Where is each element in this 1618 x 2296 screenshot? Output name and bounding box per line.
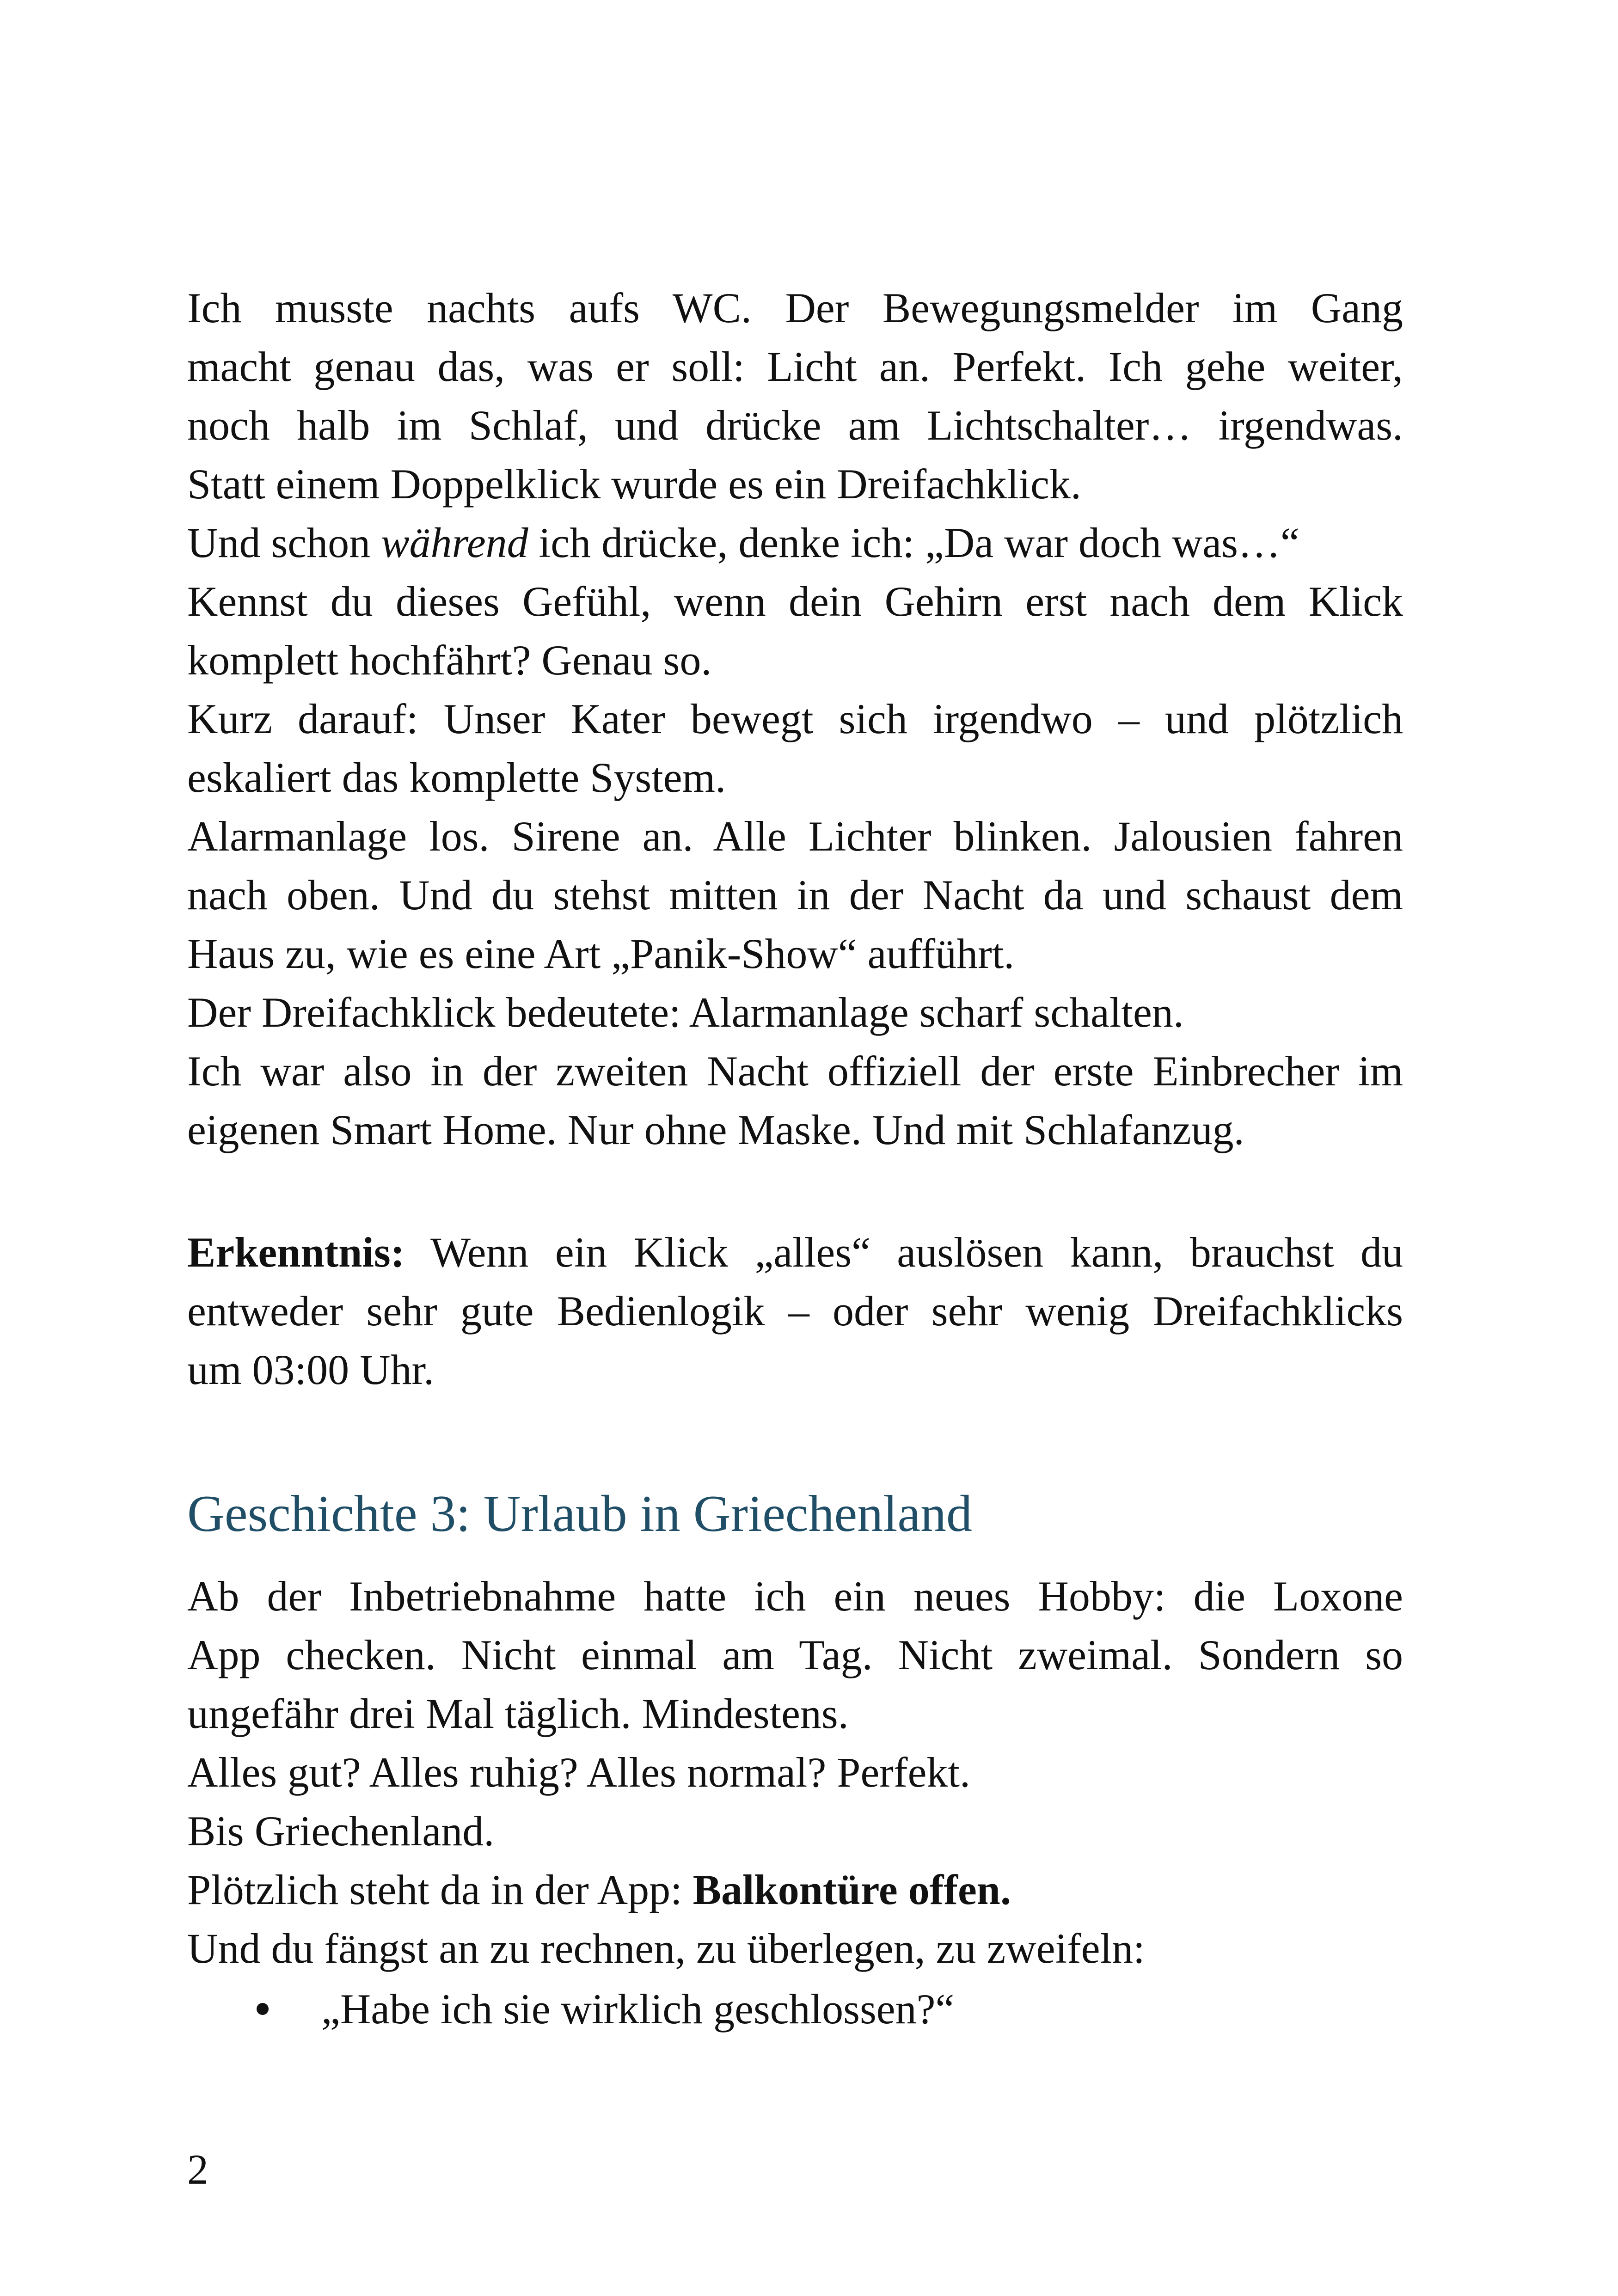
text-fragment: Und schon: [187, 519, 381, 566]
text-line: Der Dreifachklick bedeutete: Alarmanlage scharf schalten.: [187, 989, 1184, 1036]
bullet-list-item: [187, 1980, 1403, 2039]
status-text: Balkontüre offen.: [693, 1866, 1011, 1913]
text-line: Und du fängst an zu rechnen, zu überlegen, zu zweifeln:: [187, 1925, 1145, 1972]
text-line: Haus zu, wie es eine Art „Panik-Show“ aufführt.: [187, 930, 1015, 977]
text-line: eigenen Smart Home. Nur ohne Maske. Und mit Schlafanzug.: [187, 1106, 1244, 1153]
text-line: Kurz darauf: Unser Kater bewegt sich irgendwo – und plötzlich: [187, 695, 1403, 742]
story-paragraph-1: [187, 279, 1403, 1159]
text-line: Alarmanlage los. Sirene an. Alle Lichter blinken. Jalousien fahren: [187, 813, 1403, 860]
page-number: 2: [187, 2146, 208, 2193]
bullet-text: „Habe ich sie wirklich geschlossen?“: [321, 1985, 955, 2033]
insight-line: [187, 1223, 1403, 1282]
text-line: App checken. Nicht einmal am Tag. Nicht zweimal. Sondern so: [187, 1631, 1403, 1678]
text-fragment: ich drücke, denke ich: „Da war doch was…“: [528, 519, 1299, 566]
text-line: Statt einem Doppelklick wurde es ein Dreifachklick.: [187, 460, 1081, 508]
text-line: eskaliert das komplette System.: [187, 754, 726, 801]
text-line: Ich musste nachts aufs WC. Der Bewegungsmelder im Gang: [187, 284, 1403, 331]
text-line: Ab der Inbetriebnahme hatte ich ein neues Hobby: die Loxone: [187, 1573, 1403, 1620]
text-line: Bis Griechenland.: [187, 1807, 495, 1855]
text-line: macht genau das, was er soll: Licht an. Perfekt. Ich gehe weiter,: [187, 343, 1403, 390]
text-line: ungefähr drei Mal täglich. Mindestens.: [187, 1690, 849, 1737]
insight-label: Erkenntnis:: [187, 1229, 405, 1276]
text-line: nach oben. Und du stehst mitten in der Nacht da und schaust dem: [187, 871, 1403, 918]
text-line: komplett hochfährt? Genau so.: [187, 637, 712, 684]
text-line: noch halb im Schlaf, und drücke am Lichtschalter… irgendwas.: [187, 402, 1403, 449]
text-line: Alles gut? Alles ruhig? Alles normal? Perfekt.: [187, 1749, 970, 1796]
text-line-emphasis: [187, 514, 1403, 572]
bullet-dot-icon: [257, 2003, 269, 2015]
text-fragment: Wenn ein Klick „alles“ auslösen kann, brauchst du: [404, 1229, 1403, 1276]
text-line-bold: [187, 1861, 1403, 1919]
emphasis-word: während: [381, 519, 528, 566]
text-line: um 03:00 Uhr.: [187, 1346, 435, 1393]
section-heading: Geschichte 3: Urlaub in Griechenland: [187, 1485, 973, 1543]
story-paragraph-2: [187, 1567, 1403, 1978]
text-line: Ich war also in der zweiten Nacht offiziell der erste Einbrecher im: [187, 1047, 1403, 1095]
text-line: entweder sehr gute Bedienlogik – oder sehr wenig Dreifachklicks: [187, 1287, 1403, 1335]
text-line: Kennst du dieses Gefühl, wenn dein Gehirn erst nach dem Klick: [187, 578, 1403, 625]
insight-paragraph: [187, 1223, 1403, 1399]
text-fragment: Plötzlich steht da in der App:: [187, 1866, 693, 1913]
